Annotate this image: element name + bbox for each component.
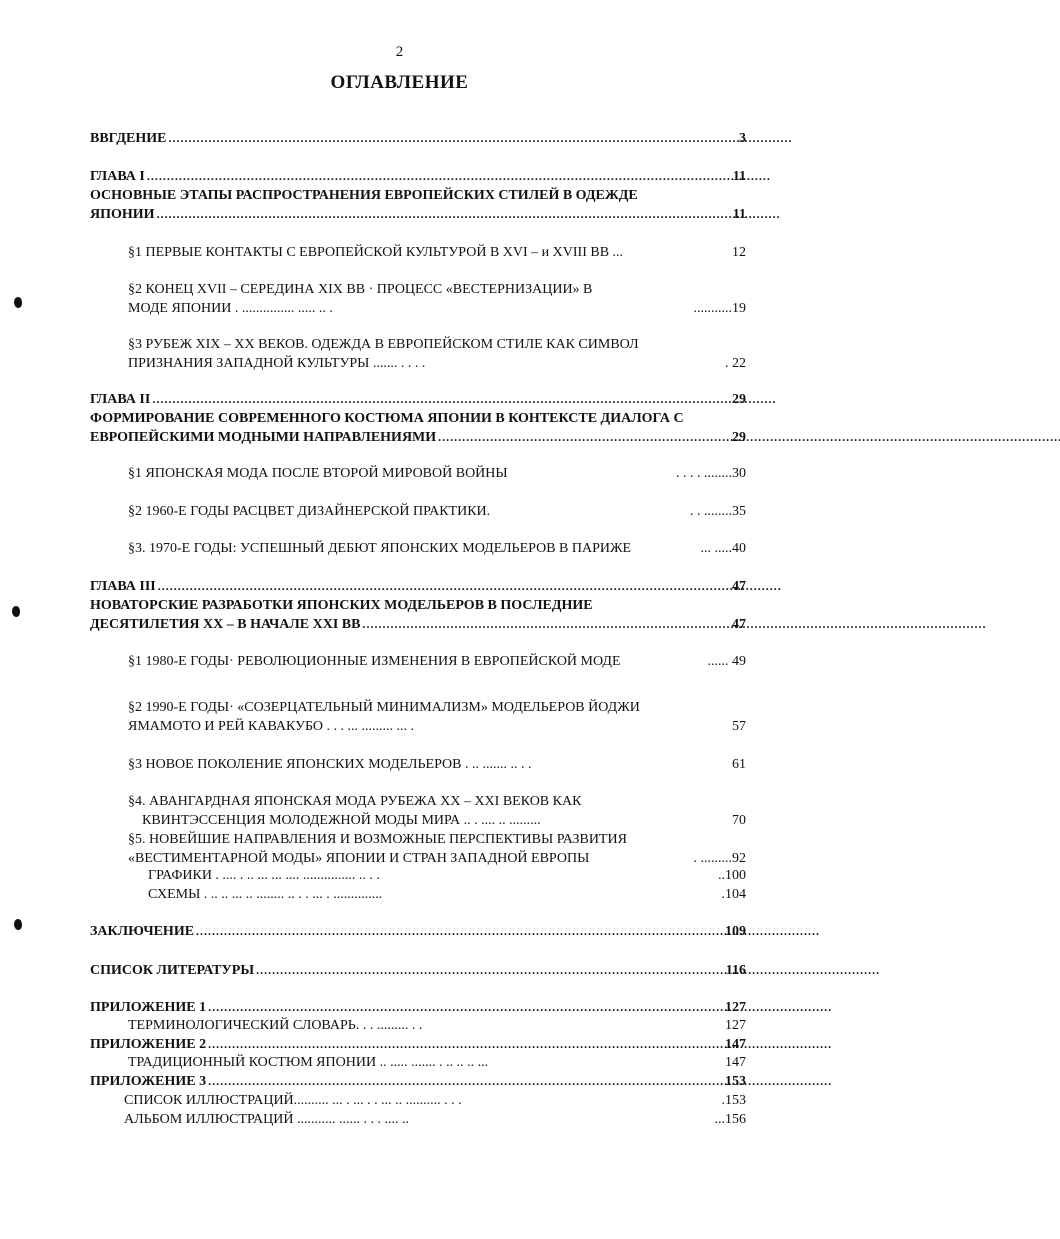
toc-page: 153 [725,1074,746,1089]
toc-label: §1 ПЕРВЫЕ КОНТАКТЫ С ЕВРОПЕЙСКОЙ КУЛЬТУРОЙ В XVI – и XVIII ВВ ... [128,245,624,260]
toc-entry-chapter-3[interactable] [90,577,746,634]
chapter-title: ДЕСЯТИЛЕТИЯ XX – В НАЧАЛЕ XXI ВВ [90,617,361,632]
toc-label: §2 1990-Е ГОДЫ· «СОЗЕРЦАТЕЛЬНЫЙ МИНИМАЛИЗМ» МОДЕЛЬЕРОВ ЙОДЖИ [128,700,640,715]
leader-dots [157,205,731,224]
toc-entry-chapter-1[interactable] [90,167,746,224]
chapter-title: НОВАТОРСКИЕ РАЗРАБОТКИ ЯПОНСКИХ МОДЕЛЬЕРОВ В ПОСЛЕДНИЕ [90,598,593,613]
toc-page: . . ........35 [690,504,746,519]
toc-entry-section-1-3[interactable] [128,335,746,373]
leader-dots [362,615,730,634]
page-number: 2 [395,44,404,60]
toc-label: ТРАДИЦИОННЫЙ КОСТЮМ ЯПОНИИ .. ..... ....... . .. .. .. ... [128,1055,489,1070]
toc-entry-section-1-1[interactable] [128,243,746,262]
chapter-title: ФОРМИРОВАНИЕ СОВРЕМЕННОГО КОСТЮМА ЯПОНИИ В КОНТЕКСТЕ ДИАЛОГА С [90,411,684,426]
leader-dots [168,129,737,148]
toc-label: СХЕМЫ . .. .. ... .. ........ .. . . ... . .............. [148,887,383,902]
toc-page: 61 [732,757,746,772]
toc-page: 12 [732,245,746,260]
toc-entry-section-3-3[interactable] [128,755,746,774]
toc-page: 47 [732,579,746,594]
toc-label: §3. 1970-Е ГОДЫ: УСПЕШНЫЙ ДЕБЮТ ЯПОНСКИХ МОДЕЛЬЕРОВ В ПАРИЖЕ [128,541,632,556]
toc-label: ГЛАВА III [90,579,156,594]
leader-dots [208,1035,723,1054]
toc-label: АЛЬБОМ ИЛЛЮСТРАЦИЙ ........... ...... . . . .... .. [124,1112,409,1127]
toc-entry-appendix-1[interactable] [90,998,746,1017]
toc-page: 147 [725,1037,746,1052]
toc-label: «ВЕСТИМЕНТАРНОЙ МОДЫ» ЯПОНИИ И СТРАН ЗАПАДНОЙ ЕВРОПЫ [128,851,590,866]
toc-label: §2 1960-Е ГОДЫ РАСЦВЕТ ДИЗАЙНЕРСКОЙ ПРАКТИКИ. [128,504,491,519]
toc-page: ...156 [714,1112,746,1127]
toc-entry-illustration-list[interactable] [124,1091,746,1110]
toc-entry-section-3-1[interactable] [128,652,746,671]
toc-label: ПРИЛОЖЕНИЕ 2 [90,1037,207,1052]
leader-dots [208,998,723,1017]
toc-label: §1 ЯПОНСКАЯ МОДА ПОСЛЕ ВТОРОЙ МИРОВОЙ ВОЙНЫ [128,466,508,481]
toc-page: . . . . ........30 [676,466,746,481]
toc-entry-bibliography[interactable] [90,961,746,980]
toc-label: ГЛАВА II [90,392,151,407]
toc-label: СПИСОК ЛИТЕРАТУРЫ [90,963,255,978]
toc-entry-introduction[interactable] [90,129,746,148]
margin-mark [12,606,20,617]
toc-page: 11 [732,169,746,184]
toc-page: 70 [732,813,746,828]
chapter-title: ЯПОНИИ [90,207,155,222]
toc-entry-section-2-2[interactable] [128,502,746,521]
toc-entry-chapter-2[interactable] [90,390,746,447]
chapter-title: ОСНОВНЫЕ ЭТАПЫ РАСПРОСТРАНЕНИЯ ЕВРОПЕЙСКИХ СТИЛЕЙ В ОДЕЖДЕ [90,188,638,203]
toc-label: ПРИЛОЖЕНИЕ 3 [90,1074,207,1089]
toc-label: ГРАФИКИ . .... . .. ... ... .... ............... .. . . [148,868,380,883]
toc-label: ТЕРМИНОЛОГИЧЕСКИЙ СЛОВАРЬ. . . ......... . . [128,1018,423,1033]
toc-page: 29 [732,392,746,407]
toc-page: 109 [725,924,746,939]
toc-page: 11 [732,207,746,222]
toc-label: §3 НОВОЕ ПОКОЛЕНИЕ ЯПОНСКИХ МОДЕЛЬЕРОВ . .. ....... .. . . [128,757,532,772]
toc-page: . .........92 [693,851,746,866]
leader-dots [147,167,731,186]
toc-page: 147 [725,1055,746,1070]
toc-label: ГЛАВА I [90,169,145,184]
toc-label: СПИСОК ИЛЛЮСТРАЦИЙ.......... ... . ... . . ... .. .......... . . . [124,1093,462,1108]
toc-label: МОДЕ ЯПОНИИ . ............... ..... .. . [128,301,333,316]
toc-page: ... .....40 [700,541,746,556]
toc-page: . 22 [725,356,746,371]
toc-entry-section-3-5[interactable] [128,830,746,868]
toc-entry-schemes[interactable] [148,885,746,904]
toc-page: 57 [732,719,746,734]
margin-mark [14,919,22,930]
toc-entry-graphics[interactable] [148,866,746,885]
toc-label: §1 1980-Е ГОДЫ· РЕВОЛЮЦИОННЫЕ ИЗМЕНЕНИЯ В ЕВРОПЕЙСКОЙ МОДЕ [128,654,621,669]
toc-page: ...... 49 [707,654,746,669]
toc-label: §3 РУБЕЖ XIX – XX ВЕКОВ. ОДЕЖДА В ЕВРОПЕЙСКОМ СТИЛЕ КАК СИМВОЛ [128,337,639,352]
toc-page: 127 [725,1018,746,1033]
toc-label: ПРИЛОЖЕНИЕ 1 [90,1000,207,1015]
toc-page: 3 [739,131,746,146]
toc-page: 29 [732,430,746,445]
leader-dots [152,390,730,409]
toc-entry-appendix-3[interactable] [90,1072,746,1091]
toc-label: ЯМАМОТО И РЕЙ КАВАКУБО . . . ... ......... ... . [128,719,415,734]
toc-page: ...........19 [693,301,746,316]
leader-dots [256,961,724,980]
toc-page: ..100 [718,868,746,883]
toc-entry-section-1-2[interactable] [128,280,746,318]
toc-page: 47 [732,617,746,632]
toc-entry-section-2-3[interactable] [128,539,746,558]
chapter-title: ЕВРОПЕЙСКИМИ МОДНЫМИ НАПРАВЛЕНИЯМИ [90,430,437,445]
toc-label: §2 КОНЕЦ XVII – СЕРЕДИНА XIX ВВ · ПРОЦЕСС «ВЕСТЕРНИЗАЦИИ» В [128,282,593,297]
toc-page: .153 [721,1093,746,1108]
toc-label: ЗАКЛЮЧЕНИЕ [90,924,195,939]
toc-label: ВВГДЕНИЕ [90,131,167,146]
margin-mark [14,297,22,308]
toc-label: §4. АВАНГАРДНАЯ ЯПОНСКАЯ МОДА РУБЕЖА XX – XXI ВЕКОВ КАК [128,794,582,809]
toc-label: §5. НОВЕЙШИЕ НАПРАВЛЕНИЯ И ВОЗМОЖНЫЕ ПЕРСПЕКТИВЫ РАЗВИТИЯ [128,832,627,847]
toc-entry-traditional-costume[interactable] [128,1053,746,1072]
toc-entry-illustration-album[interactable] [124,1110,746,1129]
leader-dots [196,922,723,941]
leader-dots [158,577,730,596]
toc-page: 116 [725,963,746,978]
page-title: ОГЛАВЛЕНИЕ [330,72,469,93]
toc-label: КВИНТЭССЕНЦИЯ МОЛОДЕЖНОЙ МОДЫ МИРА .. . .... .. ......... [142,813,541,828]
toc-entry-glossary[interactable] [128,1016,746,1035]
toc-entry-section-2-1[interactable] [128,464,746,483]
toc-entry-conclusion[interactable] [90,922,746,941]
toc-label: ПРИЗНАНИЯ ЗАПАДНОЙ КУЛЬТУРЫ ....... . . . . [128,356,426,371]
toc-entry-appendix-2[interactable] [90,1035,746,1054]
toc-entry-section-3-2[interactable] [128,698,746,736]
toc-entry-section-3-4[interactable] [128,792,746,830]
leader-dots [208,1072,723,1091]
toc-page: 127 [725,1000,746,1015]
toc-page: .104 [721,887,746,902]
leader-dots [438,428,730,447]
